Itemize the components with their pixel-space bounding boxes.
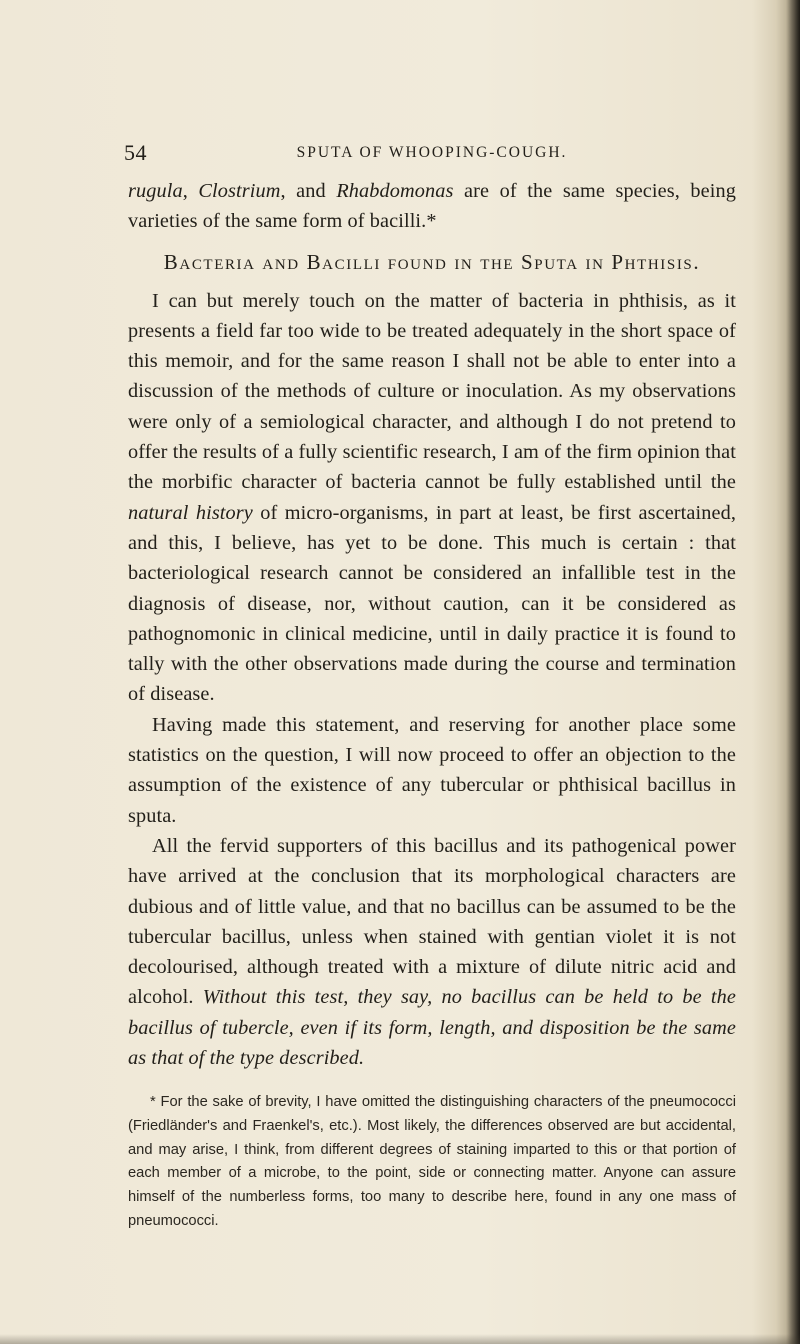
page-bottom-edge [0, 1334, 800, 1344]
emphasis-quote: Without this test, they say, no bacillus can be held to be the bacillus of tubercle, even if its form, length, and disposition be the same as that of the type described. [128, 986, 736, 1070]
page-number: 54 [124, 140, 147, 165]
text-run: I can but merely touch on the matter of bacteria in phthisis, as it presents a field far too wide to be treated adequately in the short space of this memoir, and for the same reason I shall not be able to enter into a discussion of the methods of culture or inoculation. As my observations were only of a semiological character, and although I do not pretend to offer the results of a fully scientific research, I am of the firm opinion that the morbific character of bacteria cannot be fully established until the [128, 289, 736, 494]
text-run: are of the same species, being varieties of the same form of bacilli.* [128, 180, 736, 233]
running-head [124, 140, 736, 176]
footnote: * For the sake of brevity, I have omitted the distinguishing characters of the pneumococci (Friedländer's and Fraenkel's, etc.). Most likely, the differences observed are but accidental, and may arise, I think, from different degrees of staining imparted to this or that portion of each member of a microbe, to the point, side or connecting matter. Anyone can assure himself of the numberless forms, too many to describe here, found in any one mass of pneumococci. [128, 1094, 736, 1229]
section-heading [128, 247, 736, 278]
running-head-title: SPUTA OF WHOOPING-COUGH. [296, 144, 568, 161]
text-run: of micro-organisms, in part at least, be first ascertained, and this, I believe, has yet to be done. This much is certain : that bacteriological research cannot be considered an infallible test in the diagnosis of disease, nor, without caution, can it be considered as pathognomonic in clinical medicine, until in daily practice it is found to tally with the other observations made during the course and termination of disease. [128, 501, 736, 706]
paragraph-objection: Having made this statement, and reserving for another place some statistics on the question, I will now proceed to offer an objection to the assumption of the existence of any tubercular or phthisical bacillus in sputa. [128, 713, 736, 827]
species-name-rhabdomonas: Rhabdomonas [336, 180, 454, 202]
paragraph-supporters [128, 831, 736, 1073]
text-run: , [182, 180, 199, 202]
paragraph-bacteria-phthisis [128, 286, 736, 710]
text-run: , and [280, 180, 337, 202]
section-heading-text: Bacteria and Bacilli found in the Sputa in Phthisis. [163, 249, 701, 274]
page-content [124, 140, 736, 1234]
emphasis-natural-history: natural history [128, 501, 253, 524]
species-name-clostrium: Clostrium [198, 180, 281, 202]
paragraph-continued [128, 176, 736, 237]
binding-shadow [786, 0, 800, 1344]
text-run: All the fervid supporters of this bacillus and its pathogenical power have arrived at the conclusion that its morphological characters are dubious and of little value, and that no bacillus can be assumed to be the tubercular bacillus, unless when stained with gentian violet it is not decolourised, although treated with a mixture of dilute nitric acid and alcohol. [128, 834, 736, 1009]
species-name-rugula: rugula [128, 180, 183, 202]
